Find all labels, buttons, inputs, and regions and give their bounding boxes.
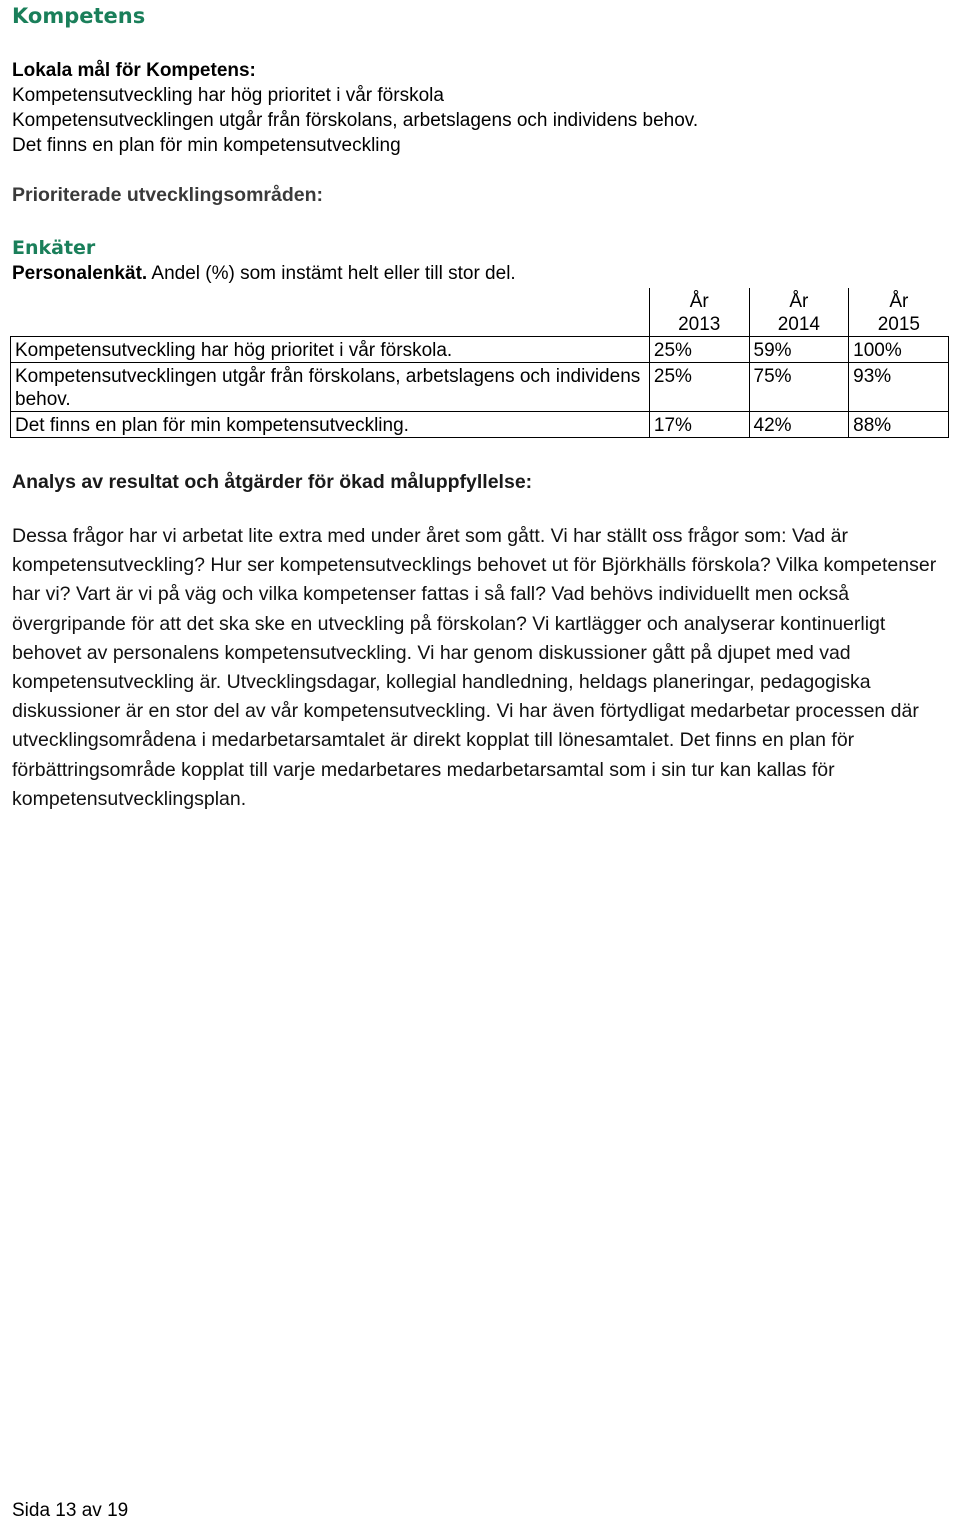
section-title: Kompetens	[12, 4, 146, 28]
table-value: 25%	[649, 337, 749, 363]
analysis-heading: Analys av resultat och åtgärder för ökad måluppfyllelse:	[12, 471, 533, 493]
survey-table	[10, 288, 949, 438]
table-question: Det finns en plan för min kompetensutveckling.	[11, 412, 650, 438]
table-value: 75%	[749, 363, 849, 412]
table-question: Kompetensutveckling har hög prioritet i vår förskola.	[11, 337, 650, 363]
analysis-text: Dessa frågor har vi arbetat lite extra med under året som gått. Vi har ställt oss frågor som: Vad är kompetensutveckling? Hur ser kompetensutvecklings behovet ut för Björkhälls förskola? Vilka kompetenser har vi? Vart är vi på väg och vilka kompetenser fattas i så fall? Vad behövs individuellt men också övergripande för att det ska ske en utveckling på förskolan? Vi kartlägger och analyserar kontinuerligt behovet av personalens kompetensutveckling. Vi har genom diskussioner gått på djupet med vad kompetensutveckling är. Utvecklingsdagar, kollegial handledning, heldags planeringar, pedagogiska diskussioner är en stor del av vår kompetensutveckling. Vi har även förtydligat medarbetar processen där utvecklingsområdena i medarbetarsamtalet är direkt kopplat till lönesamtalet. Det finns en plan för förbättringsområde kopplat till varje medarbetares medarbetarsamtal som i sin tur kan kallas för kompetensutvecklingsplan.	[12, 525, 937, 810]
table-header-row	[11, 288, 949, 337]
local-goals	[12, 58, 698, 158]
local-goal-line: Kompetensutveckling har hög prioritet i vår förskola	[12, 85, 444, 106]
table-value: 100%	[849, 337, 949, 363]
year-header: År 2014	[749, 288, 849, 337]
table-value: 59%	[749, 337, 849, 363]
local-goals-heading: Lokala mål för Kompetens:	[12, 60, 256, 81]
local-goal-line: Kompetensutvecklingen utgår från förskolans, arbetslagens och individens behov.	[12, 110, 699, 131]
year-header: År 2013	[649, 288, 749, 337]
table-value: 17%	[649, 412, 749, 438]
page-number: Sida 13 av 19	[12, 1500, 129, 1521]
survey-intro-bold: Personalenkät.	[12, 263, 148, 284]
table-row	[11, 363, 949, 412]
year-header: År 2015	[849, 288, 949, 337]
table-row	[11, 337, 949, 363]
table-value: 93%	[849, 363, 949, 412]
table-value: 42%	[749, 412, 849, 438]
table-row	[11, 412, 949, 438]
survey-intro-rest: Andel (%) som instämt helt eller till stor del.	[147, 263, 516, 284]
survey-intro	[12, 263, 516, 285]
table-header-empty	[11, 288, 650, 337]
table-question: Kompetensutvecklingen utgår från förskolans, arbetslagens och individens behov.	[11, 363, 650, 412]
surveys-heading: Enkäter	[12, 237, 96, 259]
priority-heading: Prioriterade utvecklingsområden:	[12, 184, 324, 206]
table-value: 88%	[849, 412, 949, 438]
table-value: 25%	[649, 363, 749, 412]
local-goal-line: Det finns en plan för min kompetensutveckling	[12, 135, 401, 156]
